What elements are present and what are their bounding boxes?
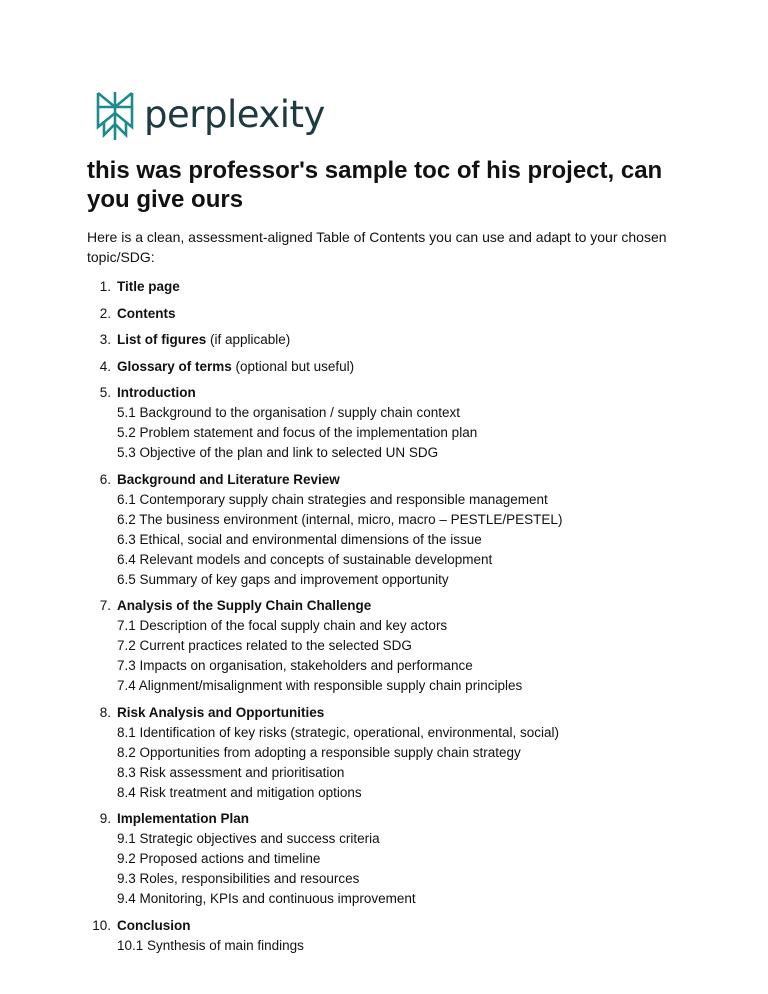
toc-item-heading [117,304,176,324]
toc-item-title: Glossary of terms [117,358,232,374]
toc-item-title: Risk Analysis and Opportunities [117,704,325,720]
toc-item-body [117,916,304,956]
toc-subitem: 5.3 Objective of the plan and link to selected UN SDG [117,445,439,460]
toc-item-body [117,809,416,909]
perplexity-logo [94,91,325,141]
toc-item-number: 6. [99,471,111,487]
toc-subitem: 8.4 Risk treatment and mitigation options [117,784,362,800]
intro-paragraph: Here is a clean, assessment-aligned Table of Contents you can use and adapt to your chosen topic/SDG: [87,229,667,265]
toc-subitem: 5.2 Problem statement and focus of the implementation plan [117,425,478,440]
toc-item-body [117,304,176,324]
toc-subitem: 6.1 Contemporary supply chain strategies and responsible management [117,491,548,507]
toc-item-body [117,383,477,463]
toc-item [87,916,707,956]
toc-subitem: 8.1 Identification of key risks (strategic, operational, environmental, social) [117,724,559,740]
toc-item [87,304,707,324]
toc-item-title: Conclusion [117,917,191,933]
toc-item-body [117,330,290,350]
toc-item [87,809,707,909]
toc-item-heading [117,383,477,403]
toc-item-title: List of figures [117,332,207,347]
toc-subitem: 10.1 Synthesis of main findings [117,937,304,953]
toc-item-body [117,703,559,803]
toc-subitem: 7.1 Description of the focal supply chain and key actors [117,618,448,633]
toc-item-heading [117,916,304,936]
toc-subitem: 8.2 Opportunities from adopting a responsible supply chain strategy [117,744,521,760]
toc-item-heading [117,703,559,723]
toc-subitem: 9.2 Proposed actions and timeline [117,851,321,866]
toc-item-number: 10. [92,917,111,933]
toc-item-title: Background and Literature Review [117,471,340,487]
toc-item-title: Analysis of the Supply Chain Challenge [117,598,372,613]
toc-item-heading [117,470,562,490]
toc-item [87,703,707,803]
toc-item-title: Introduction [117,385,196,400]
toc-item-title: Title page [117,279,180,294]
toc-item-number: 4. [99,358,111,374]
toc-item [87,383,707,463]
toc-item [87,357,707,377]
toc-item-body [117,357,354,377]
toc-item-heading [117,596,522,616]
toc-item-heading [117,357,354,377]
toc-subitem: 8.3 Risk assessment and prioritisation [117,764,345,780]
toc-item-heading [117,330,290,350]
toc-item-body [117,470,562,590]
toc-subitem: 9.3 Roles, responsibilities and resources [117,871,360,886]
toc-subitem: 6.2 The business environment (internal, micro, macro – PESTLE/PESTEL) [117,511,563,527]
toc-item-number: 2. [99,305,111,321]
toc-item-number: 3. [99,332,111,347]
toc-subitem: 6.3 Ethical, social and environmental dimensions of the issue [117,531,482,547]
toc-item-title: Implementation Plan [117,811,250,826]
table-of-contents [87,277,707,962]
toc-subitem: 9.4 Monitoring, KPIs and continuous improvement [117,891,416,906]
brand-wordmark: perplexity [144,92,325,136]
toc-subitem: 7.3 Impacts on organisation, stakeholders and performance [117,658,473,673]
toc-item-title: Contents [117,305,176,321]
toc-subitem: 5.1 Background to the organisation / supply chain context [117,405,460,420]
toc-item-number: 5. [99,385,111,400]
perplexity-icon [94,91,136,141]
toc-subitem: 7.2 Current practices related to the selected SDG [117,638,412,653]
toc-item-number: 7. [99,598,111,613]
toc-item-heading [117,809,416,829]
toc-item [87,596,707,696]
toc-item-heading [117,277,180,297]
toc-subitem: 6.4 Relevant models and concepts of sustainable development [117,551,493,567]
toc-item-body [117,596,522,696]
toc-item-note: (if applicable) [206,332,291,347]
toc-item [87,330,707,350]
toc-item-note: (optional but useful) [231,358,355,374]
toc-subitem: 9.1 Strategic objectives and success criteria [117,831,380,846]
toc-item-number: 1. [99,279,111,294]
toc-item-number: 9. [99,811,111,826]
toc-subitem: 6.5 Summary of key gaps and improvement opportunity [117,571,449,587]
toc-item [87,277,707,297]
toc-item-body [117,277,180,297]
toc-item-number: 8. [99,704,111,720]
document-title: this was professor's sample toc of his project, can you give ours [87,157,663,213]
toc-item [87,470,707,590]
toc-subitem: 7.4 Alignment/misalignment with responsible supply chain principles [117,678,523,693]
